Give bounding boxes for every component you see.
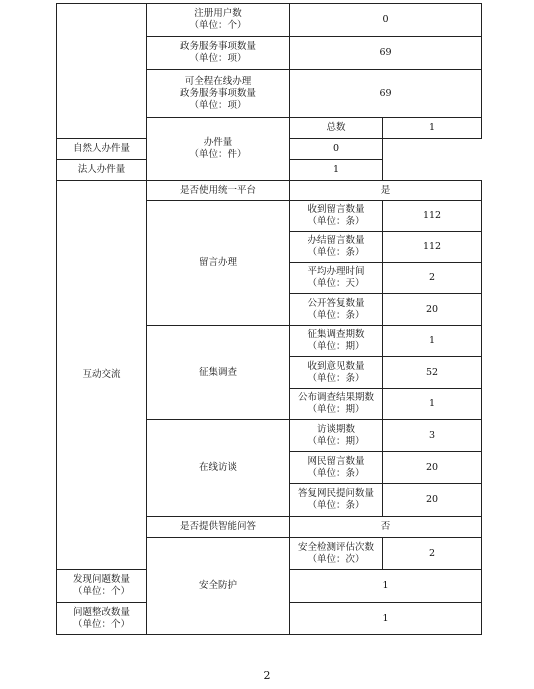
- handling-legal-label: 法人办件量: [57, 160, 147, 181]
- handling-total-label: 总数: [290, 118, 383, 139]
- avg-time-label: 平均办理时间 （单位：天）: [290, 263, 383, 294]
- online-items-value: 69: [290, 70, 482, 118]
- opinions-label: 收到意见数量 （单位：条）: [290, 357, 383, 389]
- closed-messages-label: 办结留言数量 （单位：条）: [290, 232, 383, 263]
- handling-legal-value: 1: [290, 160, 383, 181]
- answers-value: 20: [383, 484, 482, 517]
- closed-messages-value: 112: [383, 232, 482, 263]
- messages-label: 留言办理: [147, 201, 290, 326]
- interaction-section-label: 互动交流: [57, 181, 147, 570]
- service-items-value: 69: [290, 37, 482, 70]
- avg-time-value: 2: [383, 263, 482, 294]
- survey-results-label: 公布调查结果期数 （单位：期）: [290, 389, 383, 420]
- report-table: [56, 3, 482, 635]
- received-messages-label: 收到留言数量 （单位：条）: [290, 201, 383, 232]
- registered-users-label: 注册用户数 （单位：个）: [147, 4, 290, 37]
- survey-results-value: 1: [383, 389, 482, 420]
- fixed-value: 1: [290, 603, 482, 635]
- online-items-label: 可全程在线办理 政务服务事项数量 （单位：项）: [147, 70, 290, 118]
- interview-label: 在线访谈: [147, 420, 290, 517]
- interview-periods-value: 3: [383, 420, 482, 452]
- survey-label: 征集调查: [147, 326, 290, 420]
- issues-value: 1: [290, 570, 482, 603]
- handling-total-value: 1: [383, 118, 482, 139]
- public-reply-label: 公开答复数量 （单位：条）: [290, 294, 383, 326]
- service-items-label: 政务服务事项数量 （单位：项）: [147, 37, 290, 70]
- page-number: 2: [263, 669, 271, 682]
- fixed-label: 问题整改数量 （单位：个）: [57, 603, 147, 635]
- security-section-label: 安全防护: [147, 538, 290, 635]
- smart-qa-value: 否: [290, 517, 482, 538]
- platform-value: 是: [290, 181, 482, 201]
- section-cell-empty: [57, 4, 147, 139]
- assessments-label: 安全检测评估次数 （单位：次）: [290, 538, 383, 570]
- survey-periods-value: 1: [383, 326, 482, 357]
- netizen-messages-value: 20: [383, 452, 482, 484]
- issues-label: 发现问题数量 （单位：个）: [57, 570, 147, 603]
- table-row: [57, 4, 482, 37]
- opinions-value: 52: [383, 357, 482, 389]
- public-reply-value: 20: [383, 294, 482, 326]
- handling-natural-label: 自然人办件量: [57, 139, 147, 160]
- registered-users-value: 0: [290, 4, 482, 37]
- smart-qa-label: 是否提供智能问答: [147, 517, 290, 538]
- survey-periods-label: 征集调查期数 （单位：期）: [290, 326, 383, 357]
- received-messages-value: 112: [383, 201, 482, 232]
- platform-label: 是否使用统一平台: [147, 181, 290, 201]
- interview-periods-label: 访谈期数 （单位：期）: [290, 420, 383, 452]
- table-row: [57, 181, 482, 201]
- handling-label: 办件量 （单位：件）: [147, 118, 290, 181]
- answers-label: 答复网民提问数量 （单位：条）: [290, 484, 383, 517]
- netizen-messages-label: 网民留言数量 （单位：条）: [290, 452, 383, 484]
- assessments-value: 2: [383, 538, 482, 570]
- handling-natural-value: 0: [290, 139, 383, 160]
